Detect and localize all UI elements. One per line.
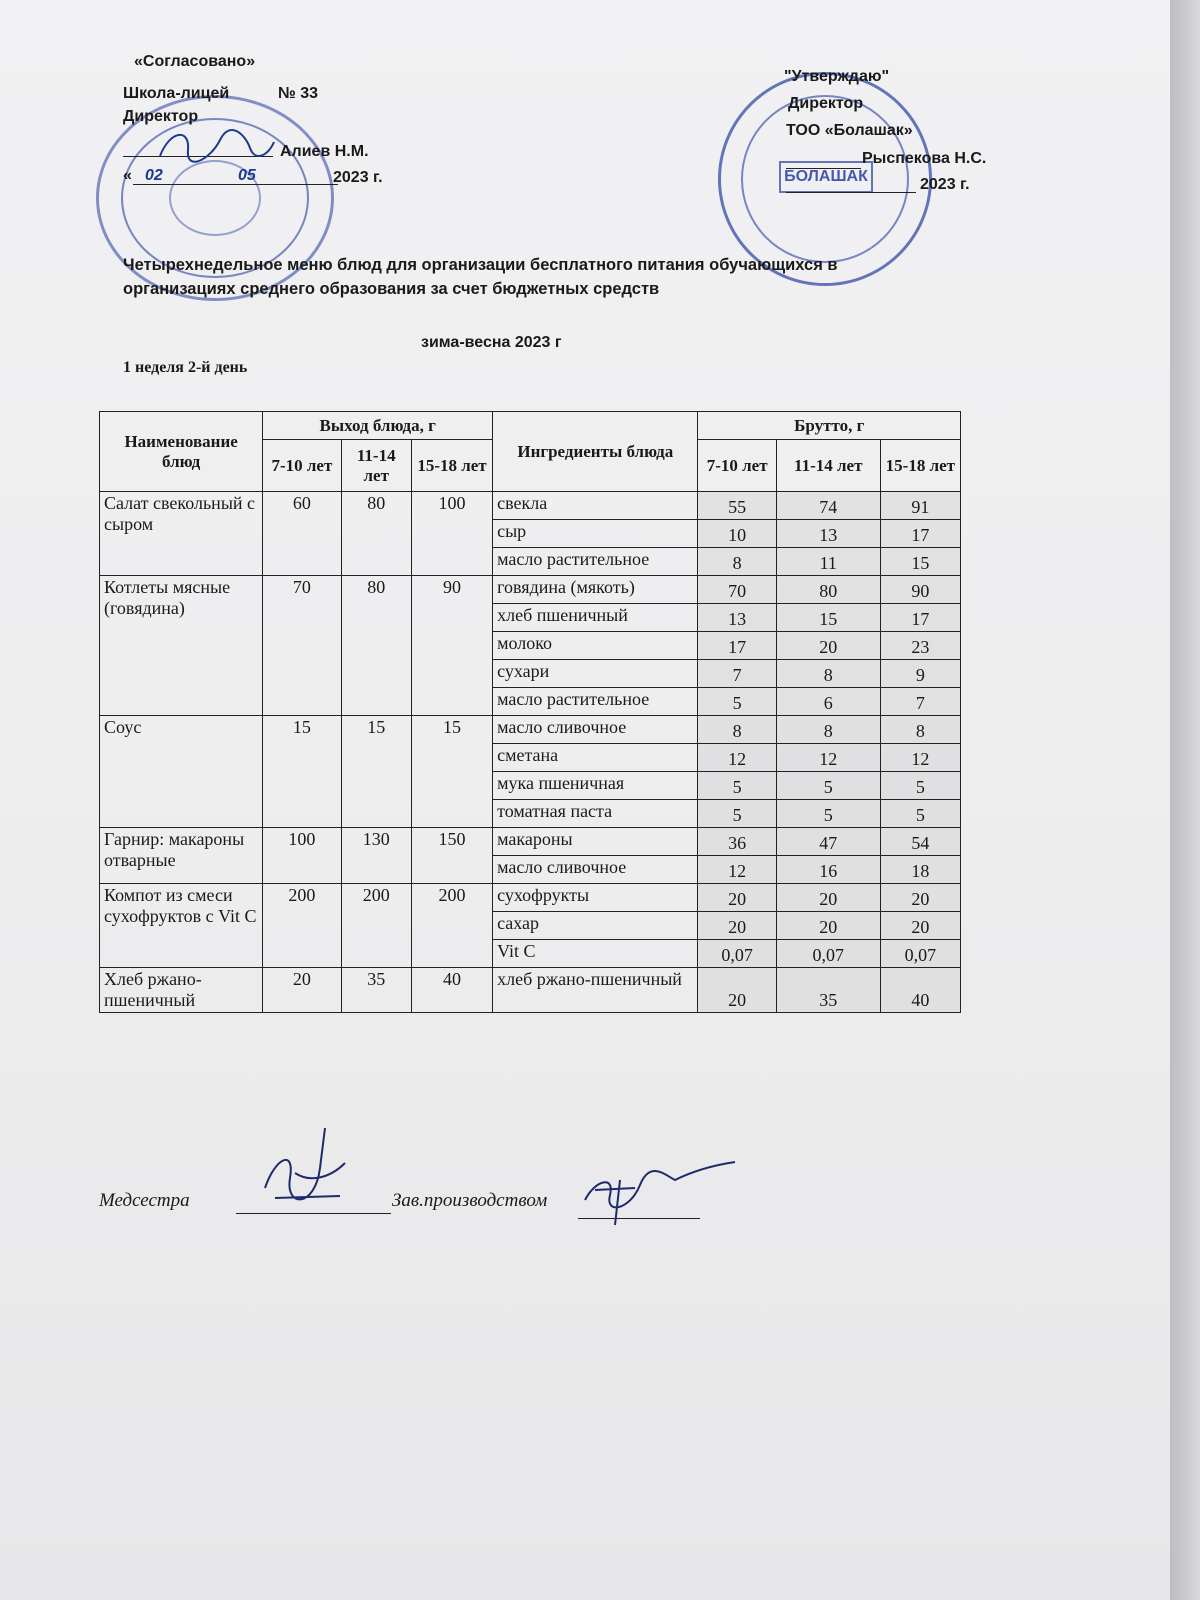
output-age-2-cell: 130 (341, 828, 411, 884)
gross-age-2-cell: 47 (776, 828, 880, 856)
left-director-name: Алиев Н.М. (280, 143, 369, 160)
gross-age-3-cell: 17 (880, 520, 960, 548)
gross-age-1-cell: 55 (698, 492, 776, 520)
right-position: Директор (788, 95, 864, 112)
gross-age-2-cell: 74 (776, 492, 880, 520)
header-gross-age-1: 7-10 лет (698, 440, 776, 492)
gross-age-1-cell: 20 (698, 912, 776, 940)
gross-age-2-cell: 20 (776, 632, 880, 660)
gross-age-2-cell: 8 (776, 660, 880, 688)
gross-age-3-cell: 15 (880, 548, 960, 576)
day-label: 1 неделя 2-й день (123, 359, 248, 376)
gross-age-2-cell: 16 (776, 856, 880, 884)
title-line-2: организациях среднего образования за счет бюджетных средств (123, 280, 660, 298)
page-edge (1170, 0, 1200, 1600)
left-date-month: 05 (238, 167, 256, 184)
output-age-2-cell: 80 (341, 492, 411, 576)
right-date-line (786, 192, 916, 193)
ingredient-name-cell: макароны (493, 828, 698, 856)
dish-name-cell: Котлеты мясные (говядина) (100, 576, 263, 716)
ingredient-name-cell: сметана (493, 744, 698, 772)
ingredient-name-cell: масло растительное (493, 548, 698, 576)
gross-age-1-cell: 7 (698, 660, 776, 688)
gross-age-2-cell: 35 (776, 968, 880, 1013)
gross-age-2-cell: 6 (776, 688, 880, 716)
ingredient-name-cell: хлеб ржано-пшеничный (493, 968, 698, 1013)
output-age-1-cell: 200 (263, 884, 341, 968)
title-line-1: Четырехнедельное меню блюд для организации бесплатного питания обучающихся в (123, 256, 838, 274)
gross-age-3-cell: 8 (880, 716, 960, 744)
gross-age-1-cell: 5 (698, 772, 776, 800)
gross-age-2-cell: 20 (776, 912, 880, 940)
ingredient-name-cell: хлеб пшеничный (493, 604, 698, 632)
gross-age-3-cell: 40 (880, 968, 960, 1013)
ingredient-name-cell: говядина (мякоть) (493, 576, 698, 604)
table-row (100, 884, 961, 912)
header-dish-name: Наименование блюд (100, 412, 263, 492)
menu-table (99, 411, 961, 1013)
ingredient-name-cell: сухари (493, 660, 698, 688)
gross-age-3-cell: 7 (880, 688, 960, 716)
approve-label: "Утверждаю" (784, 68, 890, 85)
output-age-3-cell: 200 (411, 884, 492, 968)
season-label: зима-весна 2023 г (421, 334, 562, 351)
table-row (100, 716, 961, 744)
gross-age-3-cell: 23 (880, 632, 960, 660)
gross-age-3-cell: 9 (880, 660, 960, 688)
gross-age-2-cell: 12 (776, 744, 880, 772)
right-signature-line (786, 168, 861, 169)
gross-age-2-cell: 5 (776, 772, 880, 800)
nurse-label: Медсестра (99, 1190, 190, 1211)
stamp-center-text: БОЛАШАК (779, 161, 873, 193)
gross-age-1-cell: 12 (698, 744, 776, 772)
ingredient-name-cell: масло сливочное (493, 716, 698, 744)
school-number: № 33 (278, 85, 319, 102)
output-age-1-cell: 100 (263, 828, 341, 884)
right-director-name: Рыспекова Н.С. (862, 150, 987, 167)
dish-name-cell: Салат свекольный с сыром (100, 492, 263, 576)
output-age-1-cell: 60 (263, 492, 341, 576)
left-date-line (133, 184, 338, 185)
header-ingredients: Ингредиенты блюда (493, 412, 698, 492)
ingredient-name-cell: Vit C (493, 940, 698, 968)
gross-age-2-cell: 0,07 (776, 940, 880, 968)
production-signature (575, 1150, 745, 1230)
gross-age-1-cell: 20 (698, 968, 776, 1013)
left-date-year: 2023 г. (333, 169, 383, 186)
gross-age-3-cell: 20 (880, 912, 960, 940)
gross-age-2-cell: 15 (776, 604, 880, 632)
output-age-2-cell: 15 (341, 716, 411, 828)
output-age-3-cell: 40 (411, 968, 492, 1013)
left-date-day: 02 (145, 167, 163, 184)
output-age-1-cell: 15 (263, 716, 341, 828)
gross-age-1-cell: 8 (698, 548, 776, 576)
output-age-3-cell: 90 (411, 576, 492, 716)
gross-age-1-cell: 36 (698, 828, 776, 856)
dish-name-cell: Соус (100, 716, 263, 828)
gross-age-3-cell: 90 (880, 576, 960, 604)
gross-age-1-cell: 70 (698, 576, 776, 604)
header-gross-age-2: 11-14 лет (776, 440, 880, 492)
header-output-age-1: 7-10 лет (263, 440, 341, 492)
gross-age-2-cell: 11 (776, 548, 880, 576)
gross-age-3-cell: 5 (880, 772, 960, 800)
table-row (100, 828, 961, 856)
ingredient-name-cell: молоко (493, 632, 698, 660)
left-date-open: « (123, 167, 132, 184)
output-age-1-cell: 70 (263, 576, 341, 716)
right-org: ТОО «Болашак» (786, 122, 913, 139)
gross-age-1-cell: 5 (698, 688, 776, 716)
gross-age-1-cell: 17 (698, 632, 776, 660)
nurse-signature (255, 1118, 355, 1218)
output-age-2-cell: 80 (341, 576, 411, 716)
gross-age-1-cell: 13 (698, 604, 776, 632)
table-row (100, 968, 961, 1013)
output-age-3-cell: 100 (411, 492, 492, 576)
gross-age-1-cell: 12 (698, 856, 776, 884)
gross-age-3-cell: 54 (880, 828, 960, 856)
gross-age-3-cell: 12 (880, 744, 960, 772)
ingredient-name-cell: масло сливочное (493, 856, 698, 884)
left-director-signature (150, 120, 280, 170)
ingredient-name-cell: свекла (493, 492, 698, 520)
header-gross-age-3: 15-18 лет (880, 440, 960, 492)
ingredient-name-cell: сыр (493, 520, 698, 548)
left-position: Директор (123, 108, 199, 125)
header-output: Выход блюда, г (263, 412, 493, 440)
header-output-age-3: 15-18 лет (411, 440, 492, 492)
production-label: Зав.производством (392, 1190, 548, 1211)
right-date-year: 2023 г. (920, 176, 970, 193)
gross-age-1-cell: 10 (698, 520, 776, 548)
output-age-2-cell: 200 (341, 884, 411, 968)
ingredient-name-cell: мука пшеничная (493, 772, 698, 800)
gross-age-1-cell: 5 (698, 800, 776, 828)
gross-age-3-cell: 5 (880, 800, 960, 828)
ingredient-name-cell: сухофрукты (493, 884, 698, 912)
gross-age-3-cell: 91 (880, 492, 960, 520)
gross-age-2-cell: 13 (776, 520, 880, 548)
gross-age-2-cell: 20 (776, 884, 880, 912)
output-age-1-cell: 20 (263, 968, 341, 1013)
dish-name-cell: Гарнир: макароны отварные (100, 828, 263, 884)
table-row (100, 576, 961, 604)
gross-age-2-cell: 80 (776, 576, 880, 604)
gross-age-2-cell: 5 (776, 800, 880, 828)
agreed-label: «Согласовано» (134, 53, 256, 70)
ingredient-name-cell: масло растительное (493, 688, 698, 716)
gross-age-1-cell: 0,07 (698, 940, 776, 968)
dish-name-cell: Хлеб ржано-пшеничный (100, 968, 263, 1013)
ingredient-name-cell: томатная паста (493, 800, 698, 828)
header-output-age-2: 11-14 лет (341, 440, 411, 492)
output-age-3-cell: 150 (411, 828, 492, 884)
header-gross: Брутто, г (698, 412, 961, 440)
school-label: Школа-лицей (123, 85, 230, 102)
gross-age-2-cell: 8 (776, 716, 880, 744)
output-age-3-cell: 15 (411, 716, 492, 828)
gross-age-1-cell: 8 (698, 716, 776, 744)
gross-age-3-cell: 18 (880, 856, 960, 884)
gross-age-3-cell: 0,07 (880, 940, 960, 968)
table-row (100, 492, 961, 520)
dish-name-cell: Компот из смеси сухофруктов с Vit C (100, 884, 263, 968)
gross-age-3-cell: 17 (880, 604, 960, 632)
ingredient-name-cell: сахар (493, 912, 698, 940)
output-age-2-cell: 35 (341, 968, 411, 1013)
gross-age-1-cell: 20 (698, 884, 776, 912)
gross-age-3-cell: 20 (880, 884, 960, 912)
